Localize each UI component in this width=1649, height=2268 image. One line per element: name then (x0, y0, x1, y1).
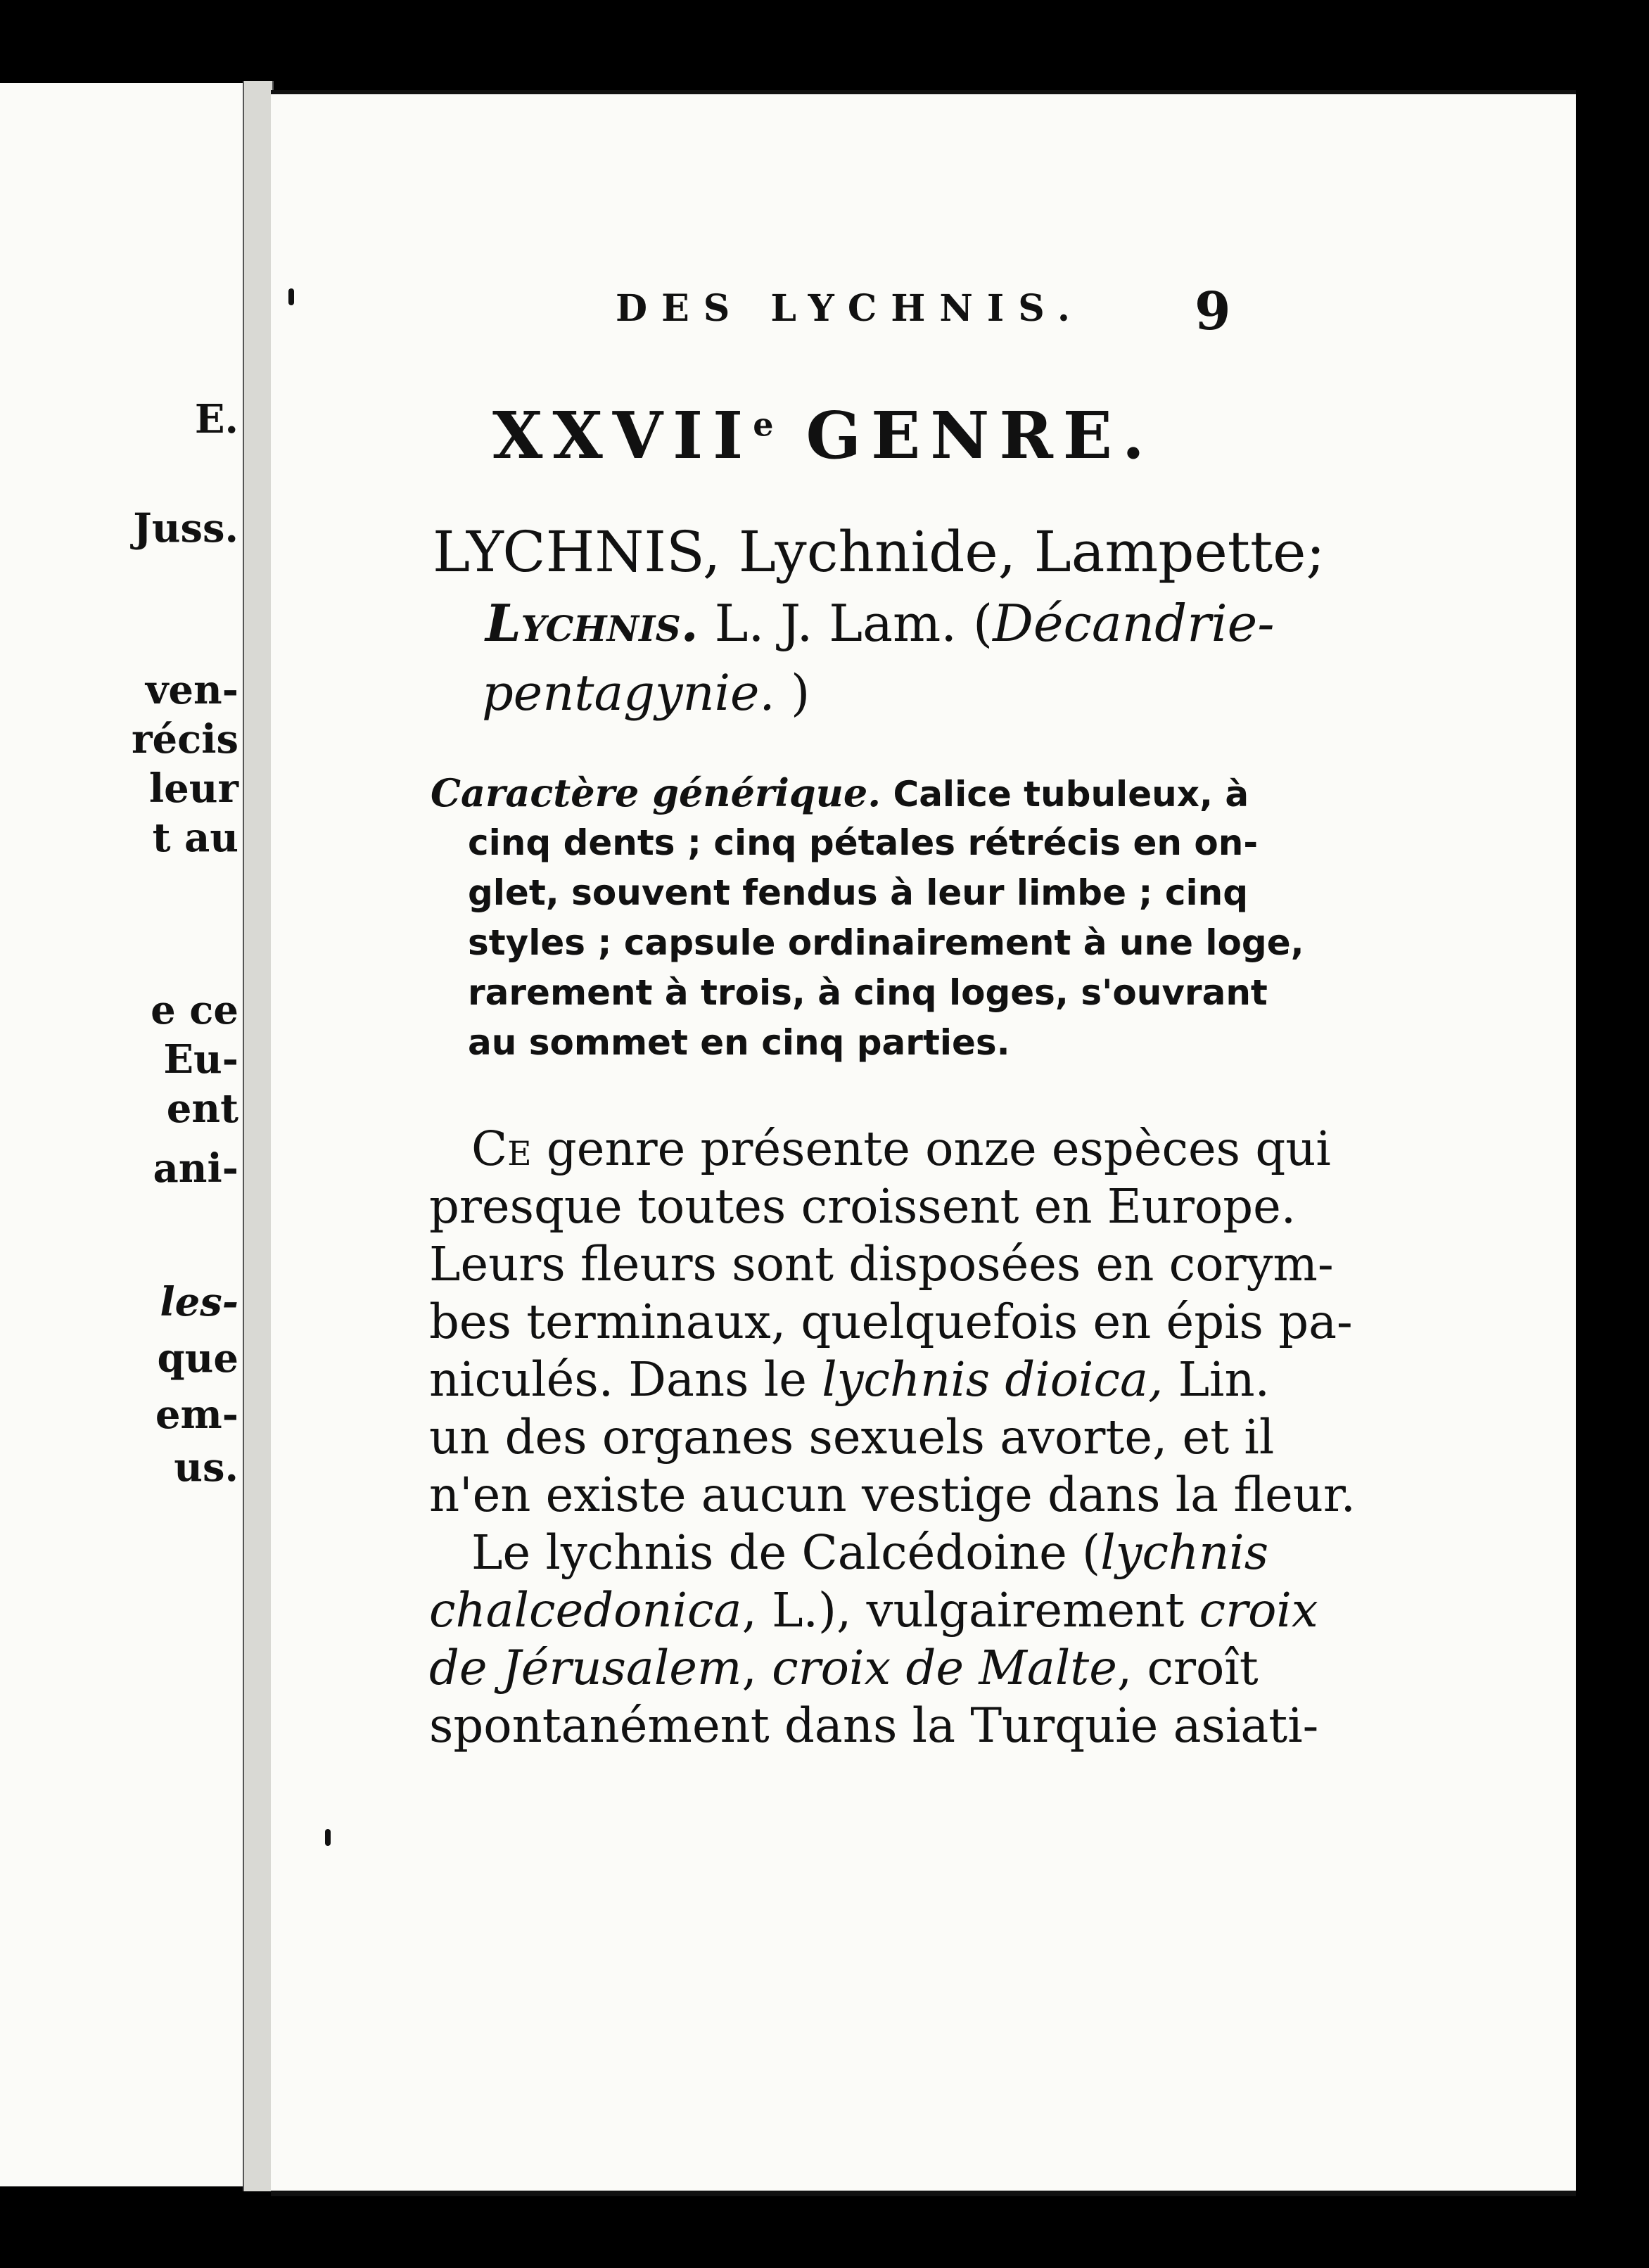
body-line-6: un des organes sexuels avorte, et il (429, 1410, 1275, 1465)
left-fragment: ven- (145, 667, 238, 713)
left-fragment: ani- (153, 1145, 238, 1192)
scan-speck (288, 288, 294, 305)
left-fragment: Juss. (133, 505, 238, 552)
genus-title: LYCHNIS, Lychnide, Lampette; (433, 519, 1325, 585)
character-line-1 (431, 770, 1249, 815)
left-fragment: t au (152, 815, 238, 861)
body-line-7: n'en existe aucun vestige dans la fleur. (429, 1467, 1356, 1522)
character-line-3: glet, souvent fendus à leur limbe ; cinq (468, 872, 1248, 913)
body-line-8 (471, 1525, 1269, 1580)
facing-page-left (0, 83, 245, 2186)
body-italic: de Jérusalem (429, 1641, 742, 1695)
left-fragment: em- (155, 1391, 238, 1438)
body-line-5 (429, 1352, 1270, 1407)
character-line-5: rarement à trois, à cinq loges, s'ouvrant (468, 972, 1268, 1013)
body-line-9 (429, 1583, 1318, 1638)
lychnis-synonym: Lychnis. (485, 593, 699, 653)
left-fragment: récis (131, 716, 238, 763)
body-italic: chalcedonica (429, 1583, 742, 1638)
body-text: , croît (1116, 1641, 1259, 1695)
body-text: , L.), vulgairement (741, 1583, 1199, 1638)
body-italic: lychnis (1100, 1525, 1269, 1580)
body-italic: croix (1199, 1583, 1318, 1638)
page-number: 9 (1195, 281, 1231, 342)
genre-number: XXVII (492, 397, 753, 473)
left-fragment: us. (174, 1444, 238, 1491)
synonym-line-2 (482, 664, 810, 722)
class-close: ) (790, 664, 810, 722)
left-fragment: que (157, 1335, 238, 1382)
body-line-1 (471, 1121, 1331, 1176)
character-line-2: cinq dents ; cinq pétales rétrécis en on- (468, 822, 1259, 863)
genre-sup: e (753, 405, 774, 444)
body-text: Le lychnis de Calcédoine ( (471, 1525, 1101, 1580)
body-text: genre présente onze espèces qui (531, 1121, 1331, 1176)
character-label: Caractère générique. (431, 770, 881, 815)
body-text: , (741, 1641, 772, 1695)
left-fragment: Eu- (163, 1036, 238, 1083)
body-italic: croix de Malte (772, 1641, 1117, 1695)
left-fragment: e ce (151, 987, 238, 1033)
synonym-line (485, 593, 1275, 653)
body-line-4: bes terminaux, quelquefois en épis pa- (429, 1294, 1353, 1349)
scan-border-top (0, 0, 1649, 77)
left-fragment: ent (166, 1085, 238, 1132)
left-fragment: les- (160, 1279, 238, 1325)
drop-cap: Ce (471, 1121, 532, 1176)
body-text: Lin. (1163, 1352, 1270, 1407)
genre-heading (492, 397, 1154, 473)
authors: L. J. Lam. ( (714, 594, 993, 653)
character-line-4: styles ; capsule ordinairement à une loge, (468, 922, 1304, 963)
scan-speck (325, 1829, 331, 1846)
body-line-10 (429, 1641, 1259, 1695)
left-fragment: leur (148, 765, 238, 812)
book-gutter (243, 81, 274, 2191)
left-fragment: E. (194, 396, 238, 442)
body-line-2: presque toutes croissent en Europe. (429, 1179, 1297, 1234)
body-italic: lychnis dioica, (822, 1352, 1164, 1407)
genre-word: GENRE. (806, 397, 1154, 473)
body-line-11: spontanément dans la Turquie asiati- (429, 1698, 1319, 1753)
running-head: DES LYCHNIS. (616, 287, 1085, 330)
character-line-6: au sommet en cinq parties. (468, 1022, 1010, 1063)
class-italic: Décandrie- (993, 594, 1275, 653)
body-line-3: Leurs fleurs sont disposées en corym- (429, 1237, 1334, 1292)
body-text: niculés. Dans le (429, 1352, 822, 1407)
character-text: Calice tubuleux, à (893, 774, 1249, 815)
class-italic-2: pentagynie. (482, 664, 775, 722)
